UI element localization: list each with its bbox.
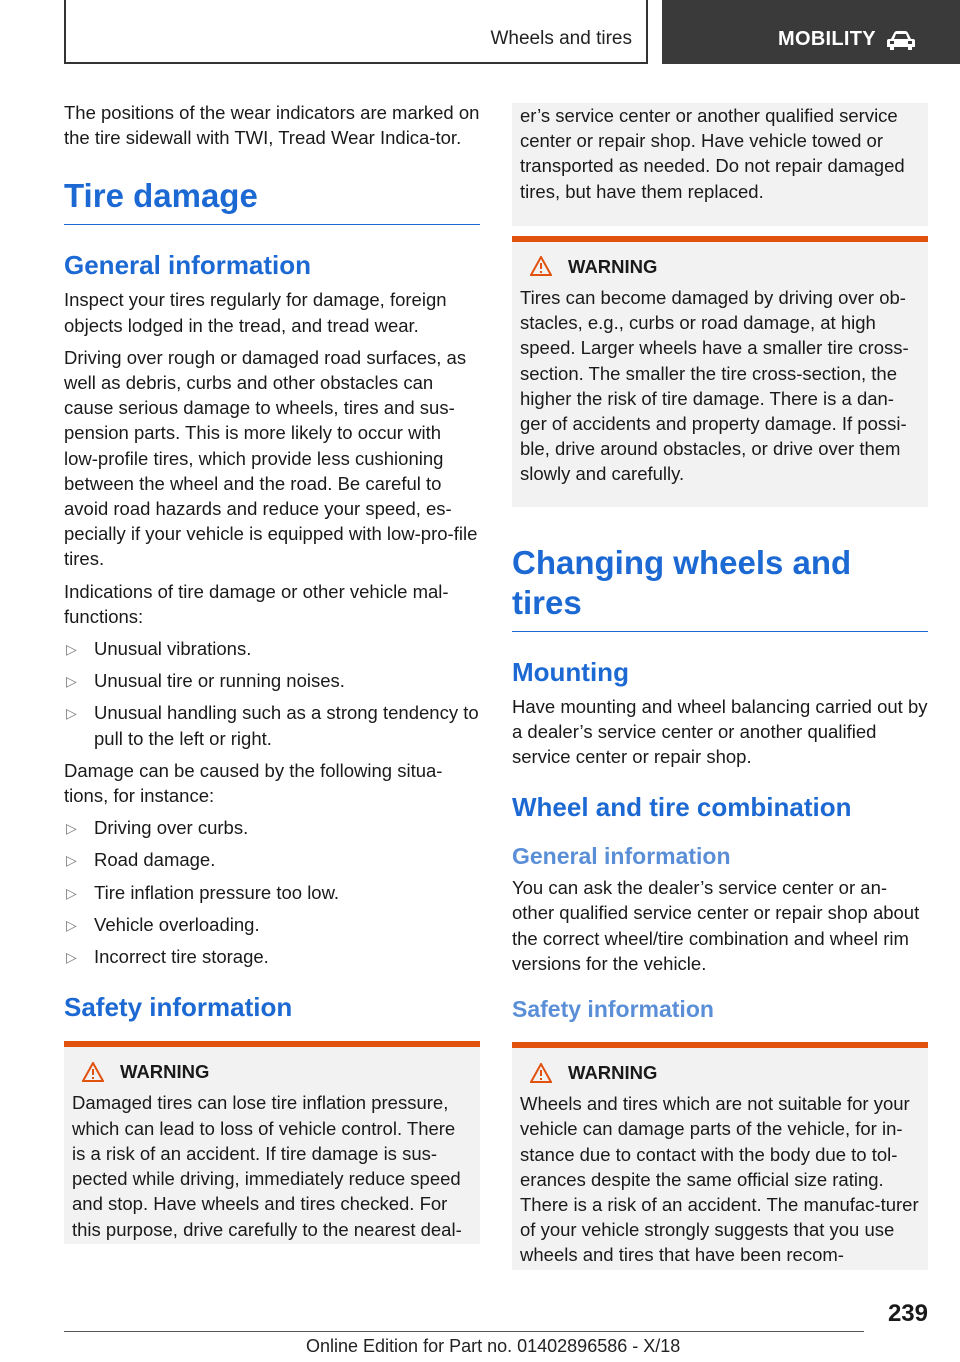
triangle-bullet-icon: ▷ <box>66 852 77 869</box>
causes-list <box>64 815 480 969</box>
subheading-safety-information: Safety information <box>512 996 714 1023</box>
intro-paragraph: The positions of the wear indicators are marked on the tire sidewall with TWI, Tread Wear Indica-tor. <box>64 102 480 149</box>
warning-title: WARNING <box>530 1060 920 1085</box>
warning-text: Wheels and tires which are not suitable for your vehicle can damage parts of the vehicle, for in-stance due to contact with the body due to tol-erances despite the same official size rating. There is a risk of an accident. The manufac-turer of your vehicle strongly suggests that you use wheels and tires that have been recom- <box>520 1093 919 1266</box>
list-item: ▷ Unusual handling such as a strong tendency to pull to the left or right. <box>66 702 479 749</box>
list-item: ▷ Unusual tire or running noises. <box>64 668 480 693</box>
header-section-title: Wheels and tires <box>490 28 632 49</box>
warning-triangle-icon <box>530 256 552 276</box>
subheading-general-information: General information <box>512 843 731 870</box>
header-section-box <box>64 0 648 64</box>
warning-triangle-icon <box>82 1062 104 1082</box>
paragraph: Driving over rough or damaged road surfaces, as well as debris, curbs and other obstacles can cause serious damage to wheels, tires and sus-pension parts. This is more likely to occur with low-profile tires, which provide less cushioning between the wheel and the road. Be careful to avoid road hazards and reduce your speed, es-pecially if your vehicle is equipped with low-pro-file tires. <box>64 346 478 570</box>
paragraph: Inspect your tires regularly for damage, foreign objects lodged in the tread, and tread wear. <box>64 289 447 336</box>
warning-text: Damaged tires can lose tire inflation pressure, which can lead to loss of vehicle control. There is a risk of an accident. If tire damage is sus-pected while driving, immediately reduce speed and stop. Have wheels and tires checked. For this purpose, drive carefully to the nearest deal- <box>72 1092 462 1240</box>
paragraph: You can ask the dealer’s service center or an-other qualified service center or repair shop about the correct wheel/tire combination and wheel rim versions for the vehicle. <box>512 877 920 974</box>
warning-box-continued <box>512 103 928 226</box>
warning-text-continued: er’s service center or another qualified service center or repair shop. Have vehicle towed or transported as needed. Do not repair damaged tires, but have them replaced. <box>520 105 905 202</box>
triangle-bullet-icon: ▷ <box>66 641 77 658</box>
paragraph: Indications of tire damage or other vehicle mal-functions: <box>64 580 449 627</box>
triangle-bullet-icon: ▷ <box>66 916 77 933</box>
warning-box <box>512 1042 928 1270</box>
heading-general-information: General information <box>64 250 312 281</box>
footer-edition: Online Edition for Part no. 01402896586 - X/18 <box>306 1336 681 1356</box>
right-column <box>512 103 928 1270</box>
indications-list <box>64 636 480 751</box>
triangle-bullet-icon: ▷ <box>66 673 77 690</box>
left-column <box>64 100 480 1244</box>
list-item: ▷ Incorrect tire storage. <box>64 944 480 969</box>
list-item: ▷ Tire inflation pressure too low. <box>64 880 480 905</box>
footer-divider <box>64 1331 864 1332</box>
warning-text: Tires can become damaged by driving over ob-stacles, e.g., curbs or road damage, at high speed. Larger wheels have a smaller tire cross-section. The smaller the tire cross-section, the higher the risk of tire damage. There is a dan-ger of accidents and property damage. If possi-ble, drive around obstacles, or drive over them slowly and carefully. <box>520 287 909 485</box>
warning-triangle-icon <box>530 1063 552 1083</box>
warning-title: WARNING <box>82 1059 472 1084</box>
header-chapter-title: MOBILITY <box>778 28 876 50</box>
triangle-bullet-icon: ▷ <box>66 884 77 901</box>
triangle-bullet-icon: ▷ <box>66 705 77 722</box>
heading-safety-information: Safety information <box>64 992 293 1023</box>
triangle-bullet-icon: ▷ <box>66 949 77 966</box>
car-icon <box>886 30 916 57</box>
heading-wheel-tire-combination: Wheel and tire combination <box>512 792 852 823</box>
page-number: 239 <box>887 1300 928 1327</box>
paragraph: Damage can be caused by the following situa-tions, for instance: <box>64 759 443 807</box>
heading-tire-damage: Tire damage <box>64 176 480 225</box>
warning-box <box>512 236 928 507</box>
list-item: ▷ Driving over curbs. <box>64 815 480 840</box>
warning-title: WARNING <box>530 254 920 279</box>
list-item: ▷ Vehicle overloading. <box>64 912 480 937</box>
heading-mounting: Mounting <box>512 656 629 687</box>
triangle-bullet-icon: ▷ <box>66 820 77 837</box>
list-item: ▷ Road damage. <box>64 847 480 872</box>
header-chapter-box <box>662 0 960 64</box>
heading-changing-wheels: Changing wheels and tires <box>512 543 928 632</box>
list-item: ▷ Unusual vibrations. <box>64 636 480 661</box>
warning-box <box>64 1041 480 1243</box>
paragraph: Have mounting and wheel balancing carried out by a dealer’s service center or another qualified service center or repair shop. <box>512 695 928 768</box>
